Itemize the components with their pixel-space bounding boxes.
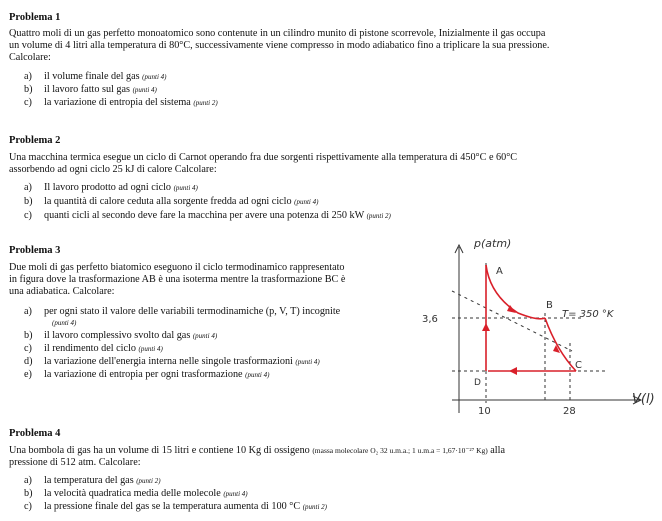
problem-1-item-b: b) il lavoro fatto sul gas (punti 4) — [24, 84, 157, 95]
dashed-isotherm-guide — [452, 291, 572, 351]
problem-3-text-line-3: una adiabatica. Calcolare: — [9, 286, 115, 297]
x-tick-10: 10 — [478, 406, 491, 417]
problem-3-text-line-1: Due moli di gas perfetto biatomico eseguono il ciclo termodinamico rappresentato — [9, 262, 345, 273]
y-axis-label: p(atm) — [474, 237, 512, 250]
arrow-up-icon — [482, 323, 490, 331]
problem-2-item-b: b) la quantità di calore ceduta alla sorgente fredda ad ogni ciclo (punti 4) — [24, 196, 319, 207]
adiabatic-bc-curve — [545, 318, 576, 371]
problem-1-text-line-1: Quattro moli di un gas perfetto monoatomico sono contenute in un cilindro munito di pistone scorrevole, Inizialmente il gas occupa — [9, 28, 546, 39]
problem-3-title: Problema 3 — [9, 245, 61, 256]
problem-4-title: Problema 4 — [9, 428, 61, 439]
problem-1-item-c: c) la variazione di entropia del sistema (punti 2) — [24, 97, 218, 108]
problem-1-title: Problema 1 — [9, 12, 61, 23]
problem-4-text-line-2: pressione di 512 atm. Calcolare: — [9, 457, 141, 468]
problem-2-item-c: c) quanti cicli al secondo deve fare la macchina per avere una potenza di 250 kW (punti 2) — [24, 210, 391, 221]
problem-3-item-c: c) il rendimento del ciclo (punti 4) — [24, 343, 163, 354]
problem-1-item-a: a) il volume finale del gas (punti 4) — [24, 71, 167, 82]
y-tick-3-6: 3,6 — [422, 314, 438, 325]
problem-3-item-a: a) per ogni stato il valore delle variabili termodinamiche (p, V, T) incognite — [24, 306, 341, 317]
problem-4-text-line-1: Una bombola di gas ha un volume di 15 litri e contiene 10 Kg di ossigeno (massa molecolare O₂ 32 u.m.a.; 1 u.m.a = 1,67·10⁻²⁷ Kg) alla — [9, 445, 505, 456]
problem-2-text-line-1: Una macchina termica esegue un ciclo di Carnot operando fra due sorgenti rispettivamente alla temperatura di 450°C e 60°C — [9, 152, 518, 163]
problem-2-item-a: a) Il lavoro prodotto ad ogni ciclo (punti 4) — [24, 182, 198, 193]
problem-4-item-b: b) la velocità quadratica media delle molecole (punti 4) — [24, 488, 248, 499]
problem-3-item-d: d) la variazione dell'energia interna nelle singole trasformazioni (punti 4) — [24, 356, 320, 367]
isotherm-ab-curve — [486, 265, 545, 319]
problem-4-item-c: c) la pressione finale del gas se la temperatura aumenta di 100 °C (punti 2) — [24, 501, 327, 512]
problem-3-item-b: b) il lavoro complessivo svolto dal gas (punti 4) — [24, 330, 218, 341]
problem-2-title: Problema 2 — [9, 135, 61, 146]
point-a-label: A — [496, 266, 503, 277]
problem-4-item-a: a) la temperatura del gas (punti 2) — [24, 475, 161, 486]
x-axis-label: V(l) — [632, 392, 655, 407]
point-b-label: B — [546, 300, 553, 311]
isotherm-temperature-label: T= 350 °K — [562, 309, 614, 320]
problem-3-item-e: e) la variazione di entropia per ogni trasformazione (punti 4) — [24, 369, 270, 380]
problem-1-text-line-2: un volume di 4 litri alla temperatura di 80°C, successivamente viene compresso in modo adiabatico fino a triplicare la sua pressione. — [9, 40, 550, 51]
point-d-label: D — [474, 378, 481, 388]
problem-3-item-a-points: (punti 4) — [52, 319, 77, 327]
arrow-left-icon — [509, 367, 517, 375]
problem-2-text-line-2: assorbendo ad ogni ciclo 25 kJ di calore Calcolare: — [9, 164, 217, 175]
point-c-label: C — [575, 360, 582, 371]
problem-3-text-line-2: in figura dove la trasformazione AB è una isoterma mentre la trasformazione BC è — [9, 274, 346, 285]
problem-1-text-line-3: Calcolare: — [9, 52, 51, 63]
x-tick-28: 28 — [563, 406, 576, 417]
pv-diagram — [412, 233, 662, 418]
